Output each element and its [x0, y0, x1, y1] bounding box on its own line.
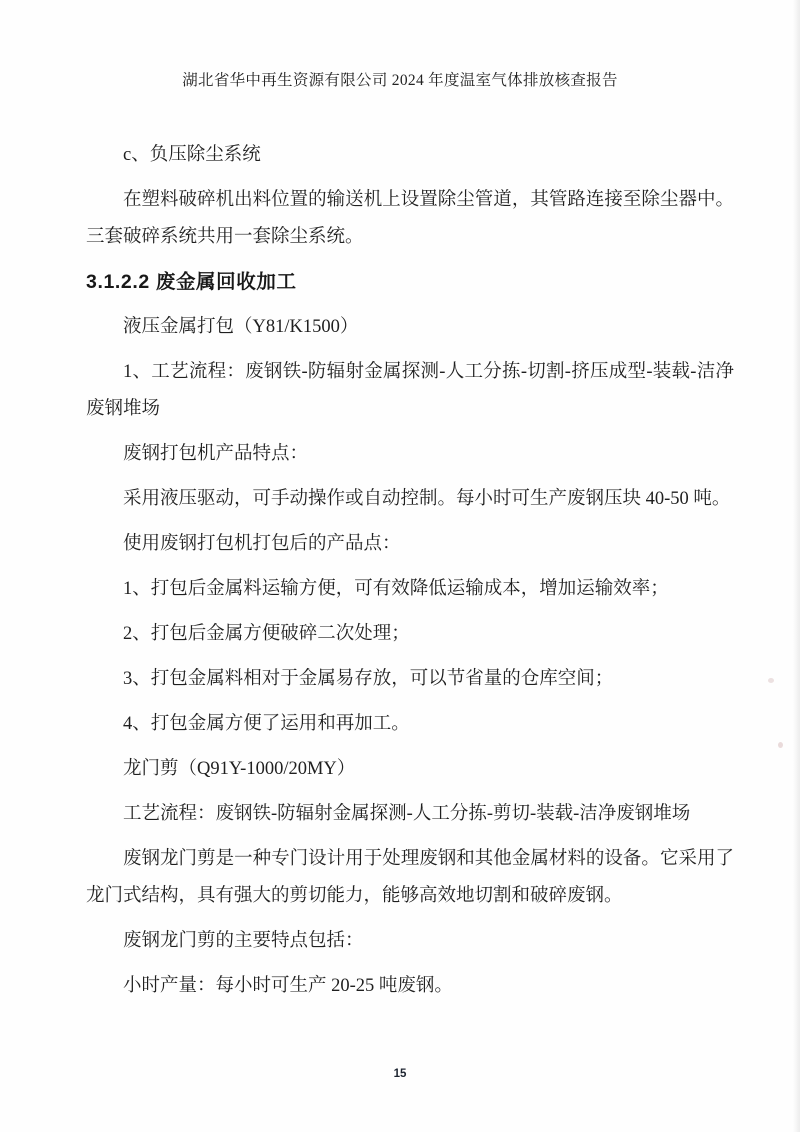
document-body [0, 92, 800, 1005]
paragraph-baler-features: 采用液压驱动，可手动操作或自动控制。每小时可生产废钢压块 40-50 吨。 [123, 489, 731, 509]
list-item-baler-point-3: 3、打包金属料相对于金属易存放，可以节省量的仓库空间； [123, 669, 614, 689]
paragraph-baler-process-flow: 1、工艺流程：废钢铁-防辐射金属探测-人工分拣-切割-挤压成型-装载-洁净废钢堆场 [86, 362, 734, 419]
paragraph-shear-hourly-capacity: 小时产量：每小时可生产 20-25 吨废钢。 [123, 976, 453, 996]
list-item-baler-point-4: 4、打包金属方便了运用和再加工。 [123, 714, 410, 734]
page-number: 15 [393, 1068, 407, 1080]
equipment-title-hydraulic-baler: 液压金属打包（Y81/K1500） [123, 317, 359, 337]
label-baler-product-points: 使用废钢打包机打包后的产品点： [123, 534, 401, 554]
section-heading-scrap-metal-recycling: 3.1.2.2 废金属回收加工 [86, 271, 297, 293]
label-shear-features: 废钢龙门剪的主要特点包括： [123, 931, 364, 951]
paragraph-dust-system: 在塑料破碎机出料位置的输送机上设置除尘管道，其管路连接至除尘器中。三套破碎系统共用一套除尘系统。 [86, 190, 734, 247]
equipment-title-gantry-shear: 龙门剪（Q91Y-1000/20MY） [123, 759, 356, 779]
paragraph-shear-process-flow: 工艺流程：废钢铁-防辐射金属探测-人工分拣-剪切-装载-洁净废钢堆场 [123, 804, 691, 824]
label-baler-features: 废钢打包机产品特点： [123, 444, 309, 464]
paragraph-shear-description: 废钢龙门剪是一种专门设计用于处理废钢和其他金属材料的设备。它采用了龙门式结构，具有强大的剪切能力，能够高效地切割和破碎废钢。 [86, 849, 734, 906]
list-item-baler-point-1: 1、打包后金属料运输方便，可有效降低运输成本，增加运输效率； [123, 579, 669, 599]
document-header-title: 湖北省华中再生资源有限公司 2024 年度温室气体排放核查报告 [182, 72, 618, 89]
list-item-baler-point-2: 2、打包后金属方便破碎二次处理； [123, 624, 410, 644]
subsection-label-dust-system: c、负压除尘系统 [123, 145, 261, 165]
